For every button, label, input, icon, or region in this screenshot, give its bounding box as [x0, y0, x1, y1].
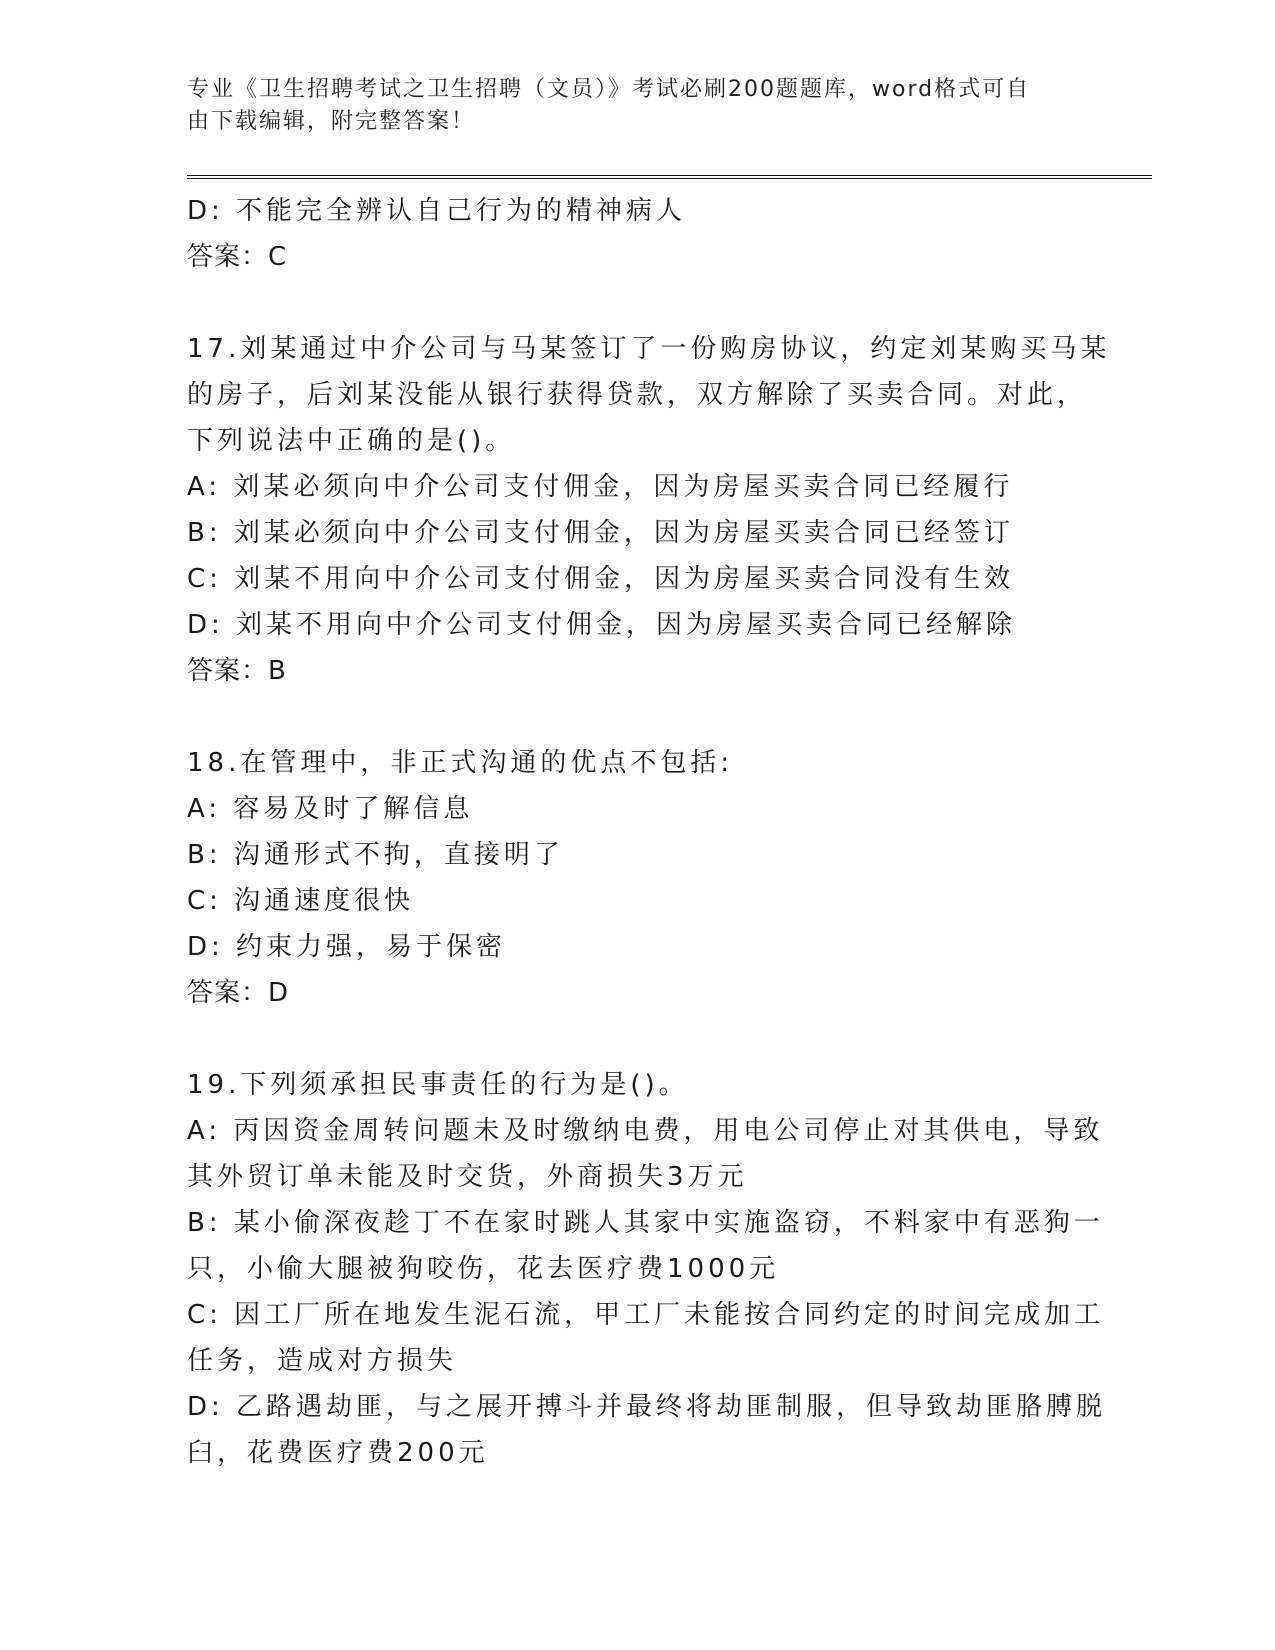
- option-d: D: 不能完全辨认自己行为的精神病人: [187, 196, 687, 226]
- option-c: C: 沟通速度很快: [187, 886, 415, 916]
- answer-line: [187, 648, 1087, 694]
- answer-label: 答案：: [187, 242, 269, 272]
- question-17: [187, 326, 1111, 694]
- question-stem-line: 18.在管理中，非正式沟通的优点不包括:: [187, 748, 734, 778]
- question-stem-line: 的房子，后刘某没能从银行获得贷款，双方解除了买卖合同。对此，: [187, 380, 1088, 410]
- header-title-line-2: 由下载编辑，附完整答案！: [187, 109, 476, 134]
- question-18: [187, 740, 1087, 1016]
- option-d: D: 约束力强，易于保密: [187, 932, 507, 962]
- question-stem-line: 17.刘某通过中介公司与马某签订了一份购房协议，约定刘某购买马某: [187, 334, 1111, 364]
- header-divider: [187, 175, 1152, 179]
- option-b: B: 沟通形式不拘，直接明了: [187, 840, 564, 870]
- header-title-line-1: 专业《卫生招聘考试之卫生招聘（文员）》考试必刷200题题库，word格式可自: [187, 77, 1031, 102]
- option-a: A: 刘某必须向中介公司支付佣金，因为房屋买卖合同已经履行: [187, 472, 1014, 502]
- option-b-continued: 只，小偷大腿被狗咬伤，花去医疗费1000元: [187, 1254, 780, 1284]
- question-stem-line: 19.下列须承担民事责任的行为是()。: [187, 1070, 689, 1100]
- option-b: B: 某小偷深夜趁丁不在家时跳人其家中实施盗窃，不料家中有恶狗一: [187, 1208, 1104, 1238]
- answer-value: B: [268, 656, 287, 686]
- option-c: C: 刘某不用向中介公司支付佣金，因为房屋买卖合同没有生效: [187, 564, 1015, 594]
- option-a-continued: 其外贸订单未能及时交货，外商损失3万元: [187, 1162, 748, 1192]
- option-c-continued: 任务，造成对方损失: [187, 1346, 458, 1376]
- option-d-continued: 臼，花费医疗费200元: [187, 1438, 489, 1468]
- option-d: D: 刘某不用向中介公司支付佣金，因为房屋买卖合同已经解除: [187, 610, 1017, 640]
- option-a: A: 容易及时了解信息: [187, 794, 474, 824]
- answer-value: D: [268, 978, 290, 1008]
- option-b: B: 刘某必须向中介公司支付佣金，因为房屋买卖合同已经签订: [187, 518, 1014, 548]
- option-a: A: 丙因资金周转问题未及时缴纳电费，用电公司停止对其供电，导致: [187, 1116, 1104, 1146]
- question-stem-line: 下列说法中正确的是()。: [187, 426, 516, 456]
- answer-label: 答案：: [187, 656, 269, 686]
- answer-value: C: [268, 242, 288, 272]
- answer-label: 答案：: [187, 978, 269, 1008]
- answer-line: [187, 234, 1087, 280]
- option-c: C: 因工厂所在地发生泥石流，甲工厂未能按合同约定的时间完成加工: [187, 1300, 1105, 1330]
- question-19: [187, 1062, 1107, 1476]
- page-header: [187, 74, 1067, 138]
- previous-question-tail: [187, 188, 1087, 280]
- answer-line: [187, 970, 1087, 1016]
- option-d: D: 乙路遇劫匪，与之展开搏斗并最终将劫匪制服，但导致劫匪胳膊脱: [187, 1392, 1107, 1422]
- question-content: [187, 188, 1111, 1476]
